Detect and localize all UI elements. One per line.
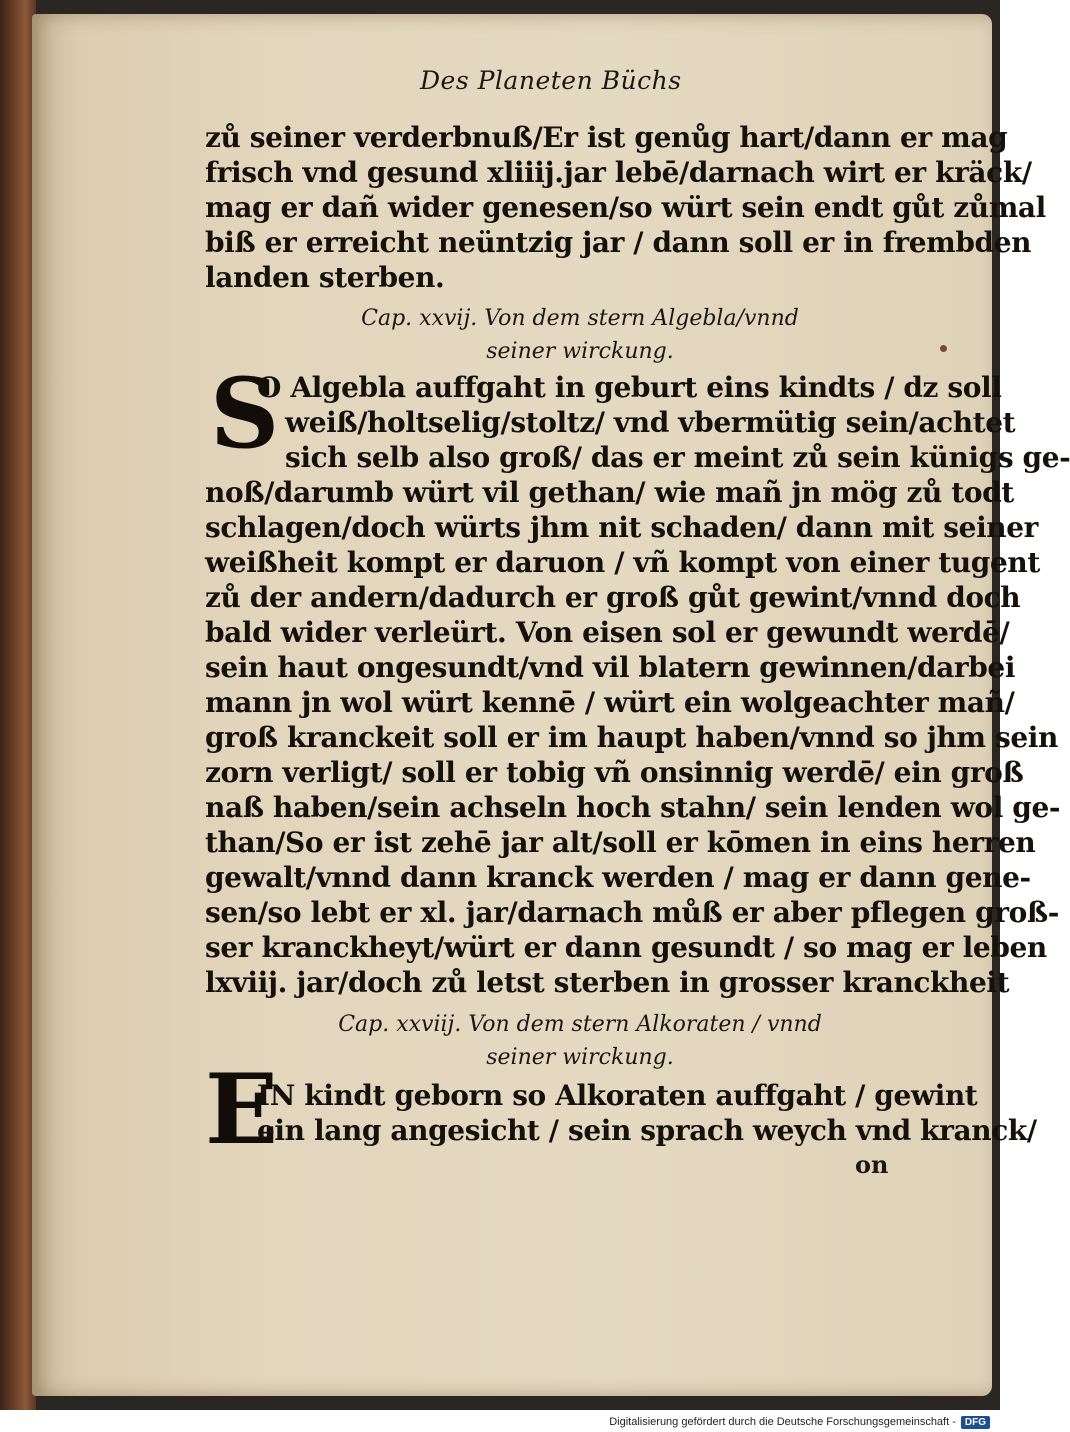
- text-line: sen/so lebt er xl. jar/darnach můß er aber pflegen groß-: [205, 896, 1060, 929]
- footer-text: Digitalisierung gefördert durch die Deutsche Forschungsgemeinschaft -: [609, 1416, 956, 1428]
- text-line: lxviij. jar/doch zů letst sterben in grosser kranckheit: [205, 966, 1010, 999]
- text-line: sich selb also groß/ das er meint zů sein künigs ge-: [285, 441, 1070, 474]
- text-line: IN kindt geborn so Alkoraten auffgaht / gewint: [257, 1079, 978, 1112]
- text-line: O Algebla auffgaht in geburt eins kindts / dz soll: [257, 371, 1002, 404]
- text-line: landen sterben.: [205, 261, 445, 294]
- text-line: weißheit kompt er daruon / vñ kompt von einer tugent: [205, 546, 1040, 579]
- text-line: frisch vnd gesund xliiij.jar lebē/darnach wirt er kräck/: [205, 156, 1032, 189]
- text-line: weiß/holtselig/stoltz/ vnd vbermütig sein/achtet: [285, 406, 1016, 439]
- text-line: groß kranckeit soll er im haupt haben/vnnd so jhm sein: [205, 721, 1058, 754]
- text-line: zorn verligt/ soll er tobig vñ onsinnig werdē/ ein groß: [205, 756, 1024, 789]
- drop-cap-initial: S: [210, 357, 280, 470]
- text-line: sein haut ongesundt/vnd vil blatern gewinnen/darbei: [205, 651, 1016, 684]
- text-block-chapter-27: [205, 370, 1070, 1000]
- text-block-opening: [205, 120, 1046, 295]
- text-block-chapter-28: [205, 1078, 1037, 1148]
- heading-line: seiner wirckung.: [486, 339, 674, 364]
- text-line: naß haben/sein achseln hoch stahn/ sein lenden wol ge-: [205, 791, 1061, 824]
- dfg-logo-icon: DFG: [961, 1416, 990, 1429]
- text-line: ein lang angesicht / sein sprach weych vnd kranck/: [257, 1114, 1037, 1147]
- heading-line: Cap. xxvij. Von dem stern Algebla/vnnd: [361, 306, 799, 331]
- heading-line: seiner wirckung.: [486, 1045, 674, 1070]
- text-line: zů seiner verderbnuß/Er ist genůg hart/dann er mag: [205, 121, 1008, 154]
- text-line: gewalt/vnnd dann kranck werden / mag er dann gene-: [205, 861, 1031, 894]
- text-line: bald wider verleürt. Von eisen sol er gewundt werdē/: [205, 616, 1010, 649]
- text-line: mann jn wol würt kennē / würt ein wolgeachter mañ/: [205, 686, 1015, 719]
- book-spine: [0, 0, 36, 1410]
- chapter-heading-27: [205, 302, 955, 368]
- text-line: noß/darumb würt vil gethan/ wie mañ jn mög zů todt: [205, 476, 1014, 509]
- text-line: ser kranckheyt/würt er dann gesundt / so mag er leben: [205, 931, 1047, 964]
- text-line: mag er dañ wider genesen/so würt sein endt gůt zůmal: [205, 191, 1046, 224]
- text-line: than/So er ist zehē jar alt/soll er kōmen in eins herren: [205, 826, 1036, 859]
- chapter-heading-28: [205, 1008, 955, 1074]
- drop-cap-initial: E: [205, 1053, 279, 1166]
- text-line: schlagen/doch würts jhm nit schaden/ dann mit seiner: [205, 511, 1039, 544]
- text-line: biß er erreicht neüntzig jar / dann soll er in frembden: [205, 226, 1032, 259]
- paper-speck: [940, 345, 947, 352]
- running-head: Des Planeten Büchs: [420, 66, 682, 95]
- text-line: zů der andern/dadurch er groß gůt gewint/vnnd doch: [205, 581, 1021, 614]
- digitization-footer: [609, 1414, 990, 1430]
- heading-line: Cap. xxviij. Von dem stern Alkoraten / vnnd: [338, 1012, 822, 1037]
- catchword: on: [855, 1150, 889, 1179]
